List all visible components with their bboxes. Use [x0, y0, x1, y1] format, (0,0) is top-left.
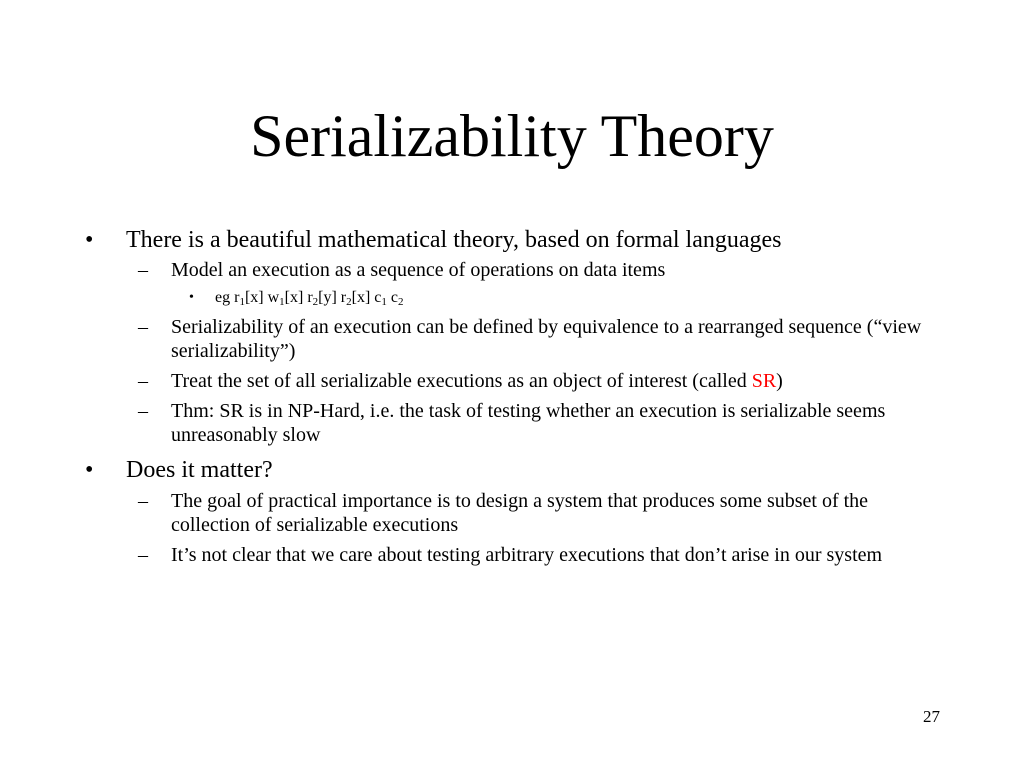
op-r1-subscript: 1: [239, 296, 245, 308]
sub-bullet-item: [0, 489, 1024, 537]
sub-bullet-item: [0, 543, 1024, 567]
op-r2x-arg: [x]: [351, 289, 371, 306]
sub-bullet-text: Treat the set of all serializable executions as an object of interest (called SR): [171, 370, 783, 392]
op-r2x: r: [340, 289, 347, 306]
sub-bullet-item: [0, 315, 1024, 363]
slide-body: [0, 226, 1024, 567]
op-c1: c: [374, 289, 382, 306]
bullet-item: [0, 226, 1024, 254]
bullet-text: There is a beautiful mathematical theory, based on formal languages: [126, 227, 782, 253]
sub-bullet-item: [0, 369, 1024, 393]
op-w1-arg: [x]: [284, 289, 304, 306]
sr-highlight: SR: [751, 370, 777, 392]
op-r1-arg: [x]: [244, 289, 264, 306]
bullet-text: Does it matter?: [126, 457, 273, 483]
op-r2y-arg: [y]: [318, 289, 337, 306]
op-c2-subscript: 2: [398, 296, 404, 308]
sub-bullet-item: [0, 258, 1024, 282]
bullet-icon: •: [189, 290, 194, 305]
op-w1: w: [267, 289, 280, 306]
slide-title: Serializability Theory: [250, 103, 774, 169]
bullet-item: [0, 456, 1024, 484]
example-prefix: eg: [215, 289, 235, 306]
dash-icon: –: [138, 316, 148, 338]
sub-bullet-text: Thm: SR is in NP-Hard, i.e. the task of testing whether an execution is serializable seems unreasonably slow: [171, 400, 886, 446]
dash-icon: –: [138, 400, 148, 422]
dash-icon: –: [138, 490, 148, 512]
op-r2y: r: [307, 289, 313, 306]
bullet-icon: •: [85, 457, 94, 483]
dash-icon: –: [138, 259, 148, 281]
op-r1: r: [234, 289, 240, 306]
dash-icon: –: [138, 544, 148, 566]
op-r2y-subscript: 2: [312, 296, 319, 308]
sub-sub-bullet-item: [0, 288, 1024, 308]
op-r2x-subscript: 2: [346, 296, 352, 308]
op-c1-subscript: 1: [381, 296, 387, 308]
op-w1-subscript: 1: [279, 296, 285, 308]
dash-icon: –: [138, 370, 148, 392]
bullet-icon: •: [85, 227, 94, 253]
sub-bullet-text: Serializability of an execution can be defined by equivalence to a rearranged sequence (“view serializability”): [171, 316, 922, 362]
slide-number: 27: [923, 707, 940, 726]
sub-bullet-text: It’s not clear that we care about testing arbitrary executions that don’t arise in our system: [171, 544, 883, 566]
op-c2: c: [390, 289, 398, 306]
sub-bullet-item: [0, 399, 1024, 447]
sub-bullet-text: Model an execution as a sequence of operations on data items: [171, 259, 666, 281]
sub-bullet-text: The goal of practical importance is to design a system that produces some subset of the collection of serializable executions: [171, 490, 869, 536]
example-sequence: [215, 289, 404, 306]
